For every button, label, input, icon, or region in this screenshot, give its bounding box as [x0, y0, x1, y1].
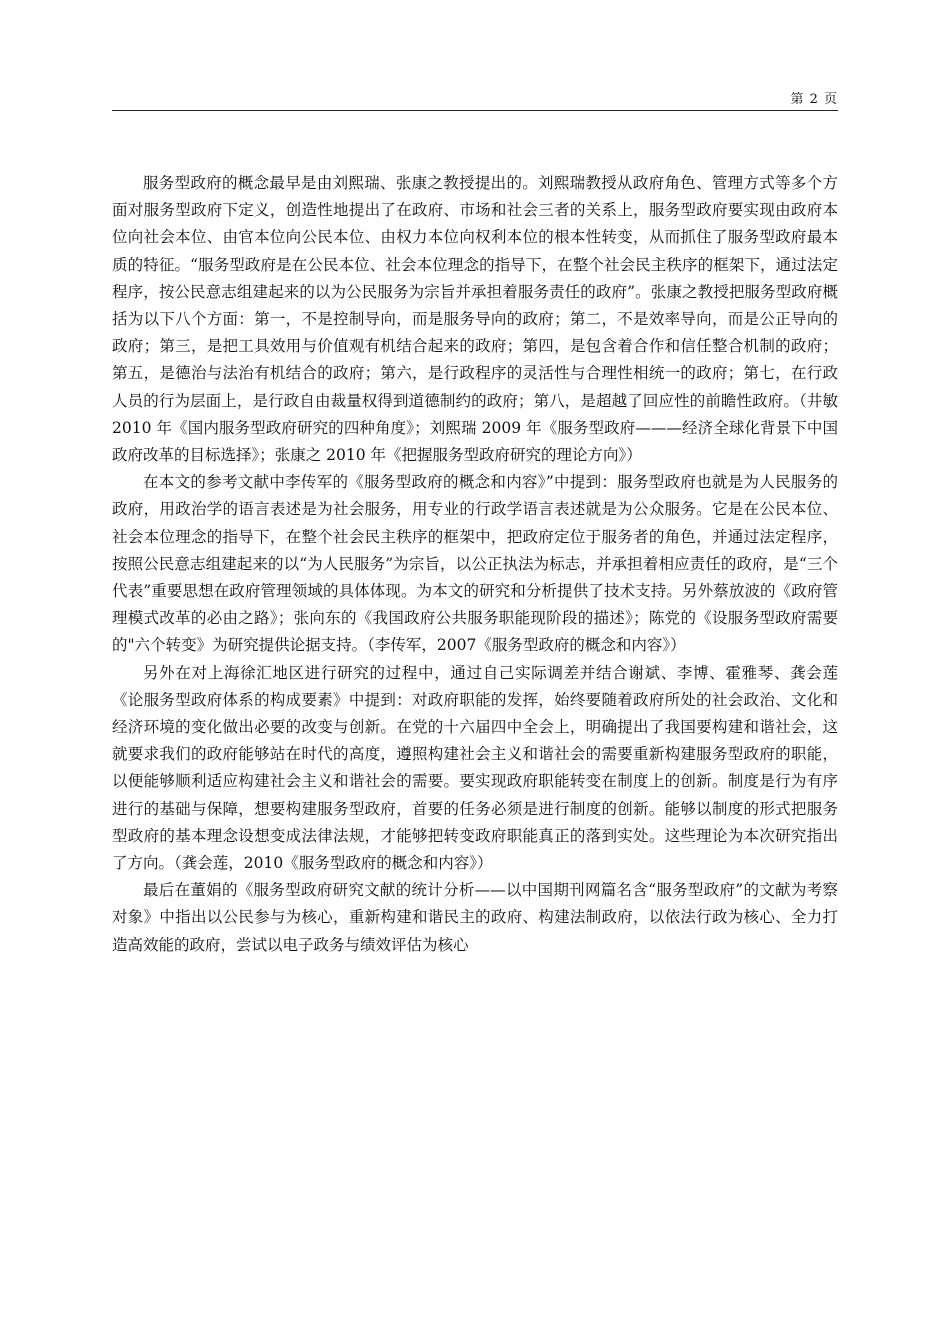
paragraph-service-government-concept: 服务型政府的概念最早是由刘熙瑞、张康之教授提出的。刘熙瑞教授从政府角色、管理方式等多个方面对服务型政府下定义，创造性地提出了在政府、市场和社会三者的关系上，服务型政府要实现由政府本位向社会本位、由官本位向公民本位、由权力本位向权利本位的根本性转变，从而抓住了服务型政府最本质的特征。“服务型政府是在公民本位、社会本位理念的指导下，在整个社会民主秩序的框架下，通过法定程序，按公民意志组建起来的以为公民服务为宗旨并承担着服务责任的政府”。张康之教授把服务型政府概括为以下八个方面：第一，不是控制导向，而是服务导向的政府；第二，不是效率导向，而是公正导向的政府；第三，是把工具效用与价值观有机结合起来的政府；第四，是包含着合作和信任整合机制的政府；第五，是德治与法治有机结合的政府；第六，是行政程序的灵活性与合理性相统一的政府；第七，在行政人员的行为层面上，是行政自由裁量权得到道德制约的政府；第八，是超越了回应性的前瞻性政府。（井敏 2010 年《国内服务型政府研究的四种角度》；刘熙瑞 2009 年《服务型政府———经济全球化背景下中国政府改革的目标选择》；张康之 2010 年《把握服务型政府研究的理论方向》） — [112, 174, 838, 465]
document-body — [112, 170, 838, 959]
header-divider — [112, 110, 838, 111]
paragraph-li-chuanjun-reference: 在本文的参考文献中李传军的《服务型政府的概念和内容》”中提到：服务型政府也就是为人民服务的政府，用政治学的语言表述是为社会服务，用专业的行政学语言表述就是为公众服务。它是在公民本位、社会本位理念的指导下，在整个社会民主秩序的框架中，把政府定位于服务者的角色，并通过法定程序，按照公民意志组建起来的以“为人民服务”为宗旨，以公正执法为标志，并承担着相应责任的政府，是“三个代表”重要思想在政府管理领域的具体体现。为本文的研究和分析提供了技术支持。另外蔡放波的《政府管理模式改革的必由之路》；张向东的《我国政府公共服务职能现阶段的描述》；陈党的《设服务型政府需要的"六个转变》为研究提供论据支持。（李传军，2007《服务型政府的概念和内容》） — [112, 473, 838, 655]
page-number: 第 2 页 — [790, 92, 838, 107]
paragraph-xuhui-research: 另外在对上海徐汇地区进行研究的过程中，通过自己实际调差并结合谢斌、李博、霍雅琴、龚会莲《论服务型政府体系的构成要素》中提到：对政府职能的发挥，始终要随着政府所处的社会政治、文化和经济环境的变化做出必要的改变与创新。在党的十六届四中全会上，明确提出了我国要构建和谐社会，这就要求我们的政府能够站在时代的高度，遵照构建社会主义和谐社会的需要重新构建服务型政府的职能，以便能够顺利适应构建社会主义和谐社会的需要。要实现政府职能转变在制度上的创新。制度是行为有序进行的基础与保障，想要构建服务型政府，首要的任务必须是进行制度的创新。能够以制度的形式把服务型政府的基本理念设想变成法律法规，才能够把转变政府职能真正的落到实处。这些理论为本次研究指出了方向。（龚会莲，2010《服务型政府的概念和内容》） — [112, 663, 838, 873]
paragraph-dong-juan-analysis: 最后在董娟的《服务型政府研究文献的统计分析——以中国期刊网篇名含“服务型政府”的文献为考察对象》中指出以公民参与为核心，重新构建和谐民主的政府、构建法制政府，以依法行政为核心、全力打造高效能的政府，尝试以电子政务与绩效评估为核心 — [112, 881, 838, 954]
